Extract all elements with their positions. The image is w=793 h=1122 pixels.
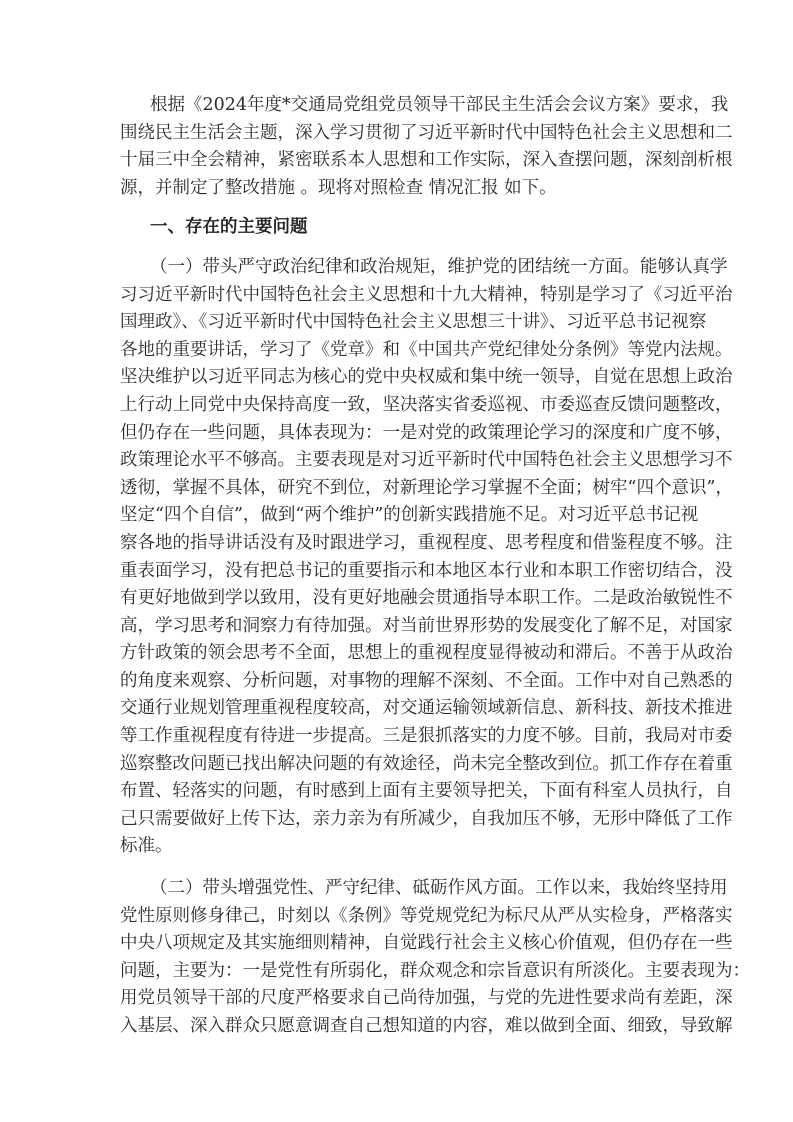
text-line: 重表面学习，没有把总书记的重要指示和本地区本行业和本职工作密切结合，没 [120, 560, 733, 581]
text-line: 巡察整改问题已找出解决问题的有效途径，尚未完全整改到位。抓工作存在着重 [120, 753, 733, 774]
text-line: 布置、轻落实的问题，有时感到上面有主要领导把关，下面有科室人员执行，自 [120, 781, 733, 802]
text-line: 察各地的指导讲话没有及时跟进学习，重视程度、思考程度和借鉴程度不够。注 [120, 532, 733, 553]
intro-paragraph [120, 92, 733, 202]
text-line: 问题，主要为：一是党性有所弱化，群众观念和宗旨意识有所淡化。主要表现为： [120, 960, 750, 981]
text-line: 有更好地做到学以致用，没有更好地融会贯通指导本职工作。二是政治敏锐性不 [120, 588, 733, 609]
text-line: 但仍存在一些问题，具体表现为：一是对党的政策理论学习的深度和广度不够， [120, 422, 733, 443]
text-line: （二）带头增强党性、严守纪律、砥砺作风方面。工作以来，我始终坚持用 [150, 878, 728, 899]
text-line: 坚定“四个自信”，做到“两个维护”的创新实践措施不足。对习近平总书记视 [120, 505, 699, 526]
text-line: 用党员领导干部的尺度严格要求自己尚待加强，与党的先进性要求尚有差距，深 [120, 988, 733, 1009]
document-page [120, 92, 750, 1053]
text-line: 各地的重要讲话，学习了《党章》和《中国共产党纪律处分条例》等党内法规。 [120, 339, 733, 360]
text-line: 十届三中全会精神，紧密联系本人思想和工作实际，深入查摆问题，深刻剖析根 [120, 150, 733, 171]
text-line: 标准。 [120, 836, 173, 857]
text-line: 中央八项规定及其实施细则精神，自觉践行社会主义核心价值观，但仍存在一些 [120, 933, 733, 954]
text-line: 的角度来观察、分析问题，对事物的理解不深刻、不全面。工作中对自己熟悉的 [120, 670, 733, 691]
text-line: （一）带头严守政治纪律和政治规矩，维护党的团结统一方面。能够认真学 [150, 256, 728, 277]
text-line: 方针政策的领会思考不全面，思想上的重视程度显得被动和滞后。不善于从政治 [120, 643, 733, 664]
text-line: 源，并制定了整改措施 。现将对照检查 情况汇报 如下。 [120, 177, 557, 198]
text-line: 根据《2024年度*交通局党组党员领导干部民主生活会会议方案》要求，我 [150, 95, 729, 115]
text-line: 己只需要做好上传下达，亲力亲为有所减少，自我加压不够，无形中降低了工作 [120, 808, 733, 829]
text-line: 高，学习思考和洞察力有待加强。对当前世界形势的发展变化了解不足，对国家 [120, 615, 733, 636]
section-2-paragraph [120, 875, 750, 1041]
text-line: 交通行业规划管理重视程度较高，对交通运输领域新信息、新科技、新技术推进 [120, 698, 733, 719]
text-line: 上行动上同党中央保持高度一致，坚决落实省委巡视、市委巡查反馈问题整改， [120, 394, 733, 415]
text-line: 透彻，掌握不具体，研究不到位，对新理论学习掌握不全面；树牢“四个意识”， [120, 477, 733, 498]
section-heading: 一、存在的主要问题 [150, 217, 308, 238]
text-line: 入基层、深入群众只愿意调查自己想知道的内容，难以做到全面、细致，导致解 [120, 1016, 733, 1036]
text-line: 国理政》、《习近平新时代中国特色社会主义思想三十讲》、习近平总书记视察 [120, 312, 707, 333]
text-line: 围绕民主生活会主题，深入学习贯彻了习近平新时代中国特色社会主义思想和二 [120, 122, 733, 143]
text-line: 坚决维护以习近平同志为核心的党中央权威和集中统一领导，自觉在思想上政治 [120, 367, 733, 388]
text-line: 习习近平新时代中国特色社会主义思想和十九大精神，特别是学习了《习近平治 [120, 284, 733, 305]
section-1-paragraph [120, 254, 733, 861]
text-line: 等工作重视程度有待进一步提高。三是狠抓落实的力度不够。目前，我局对市委 [120, 726, 733, 747]
text-line: 政策理论水平不够高。主要表现是对习近平新时代中国特色社会主义思想学习不 [120, 450, 733, 471]
text-line: 党性原则修身律己，时刻以《条例》等党规党纪为标尺从严从实检身，严格落实 [120, 905, 733, 926]
